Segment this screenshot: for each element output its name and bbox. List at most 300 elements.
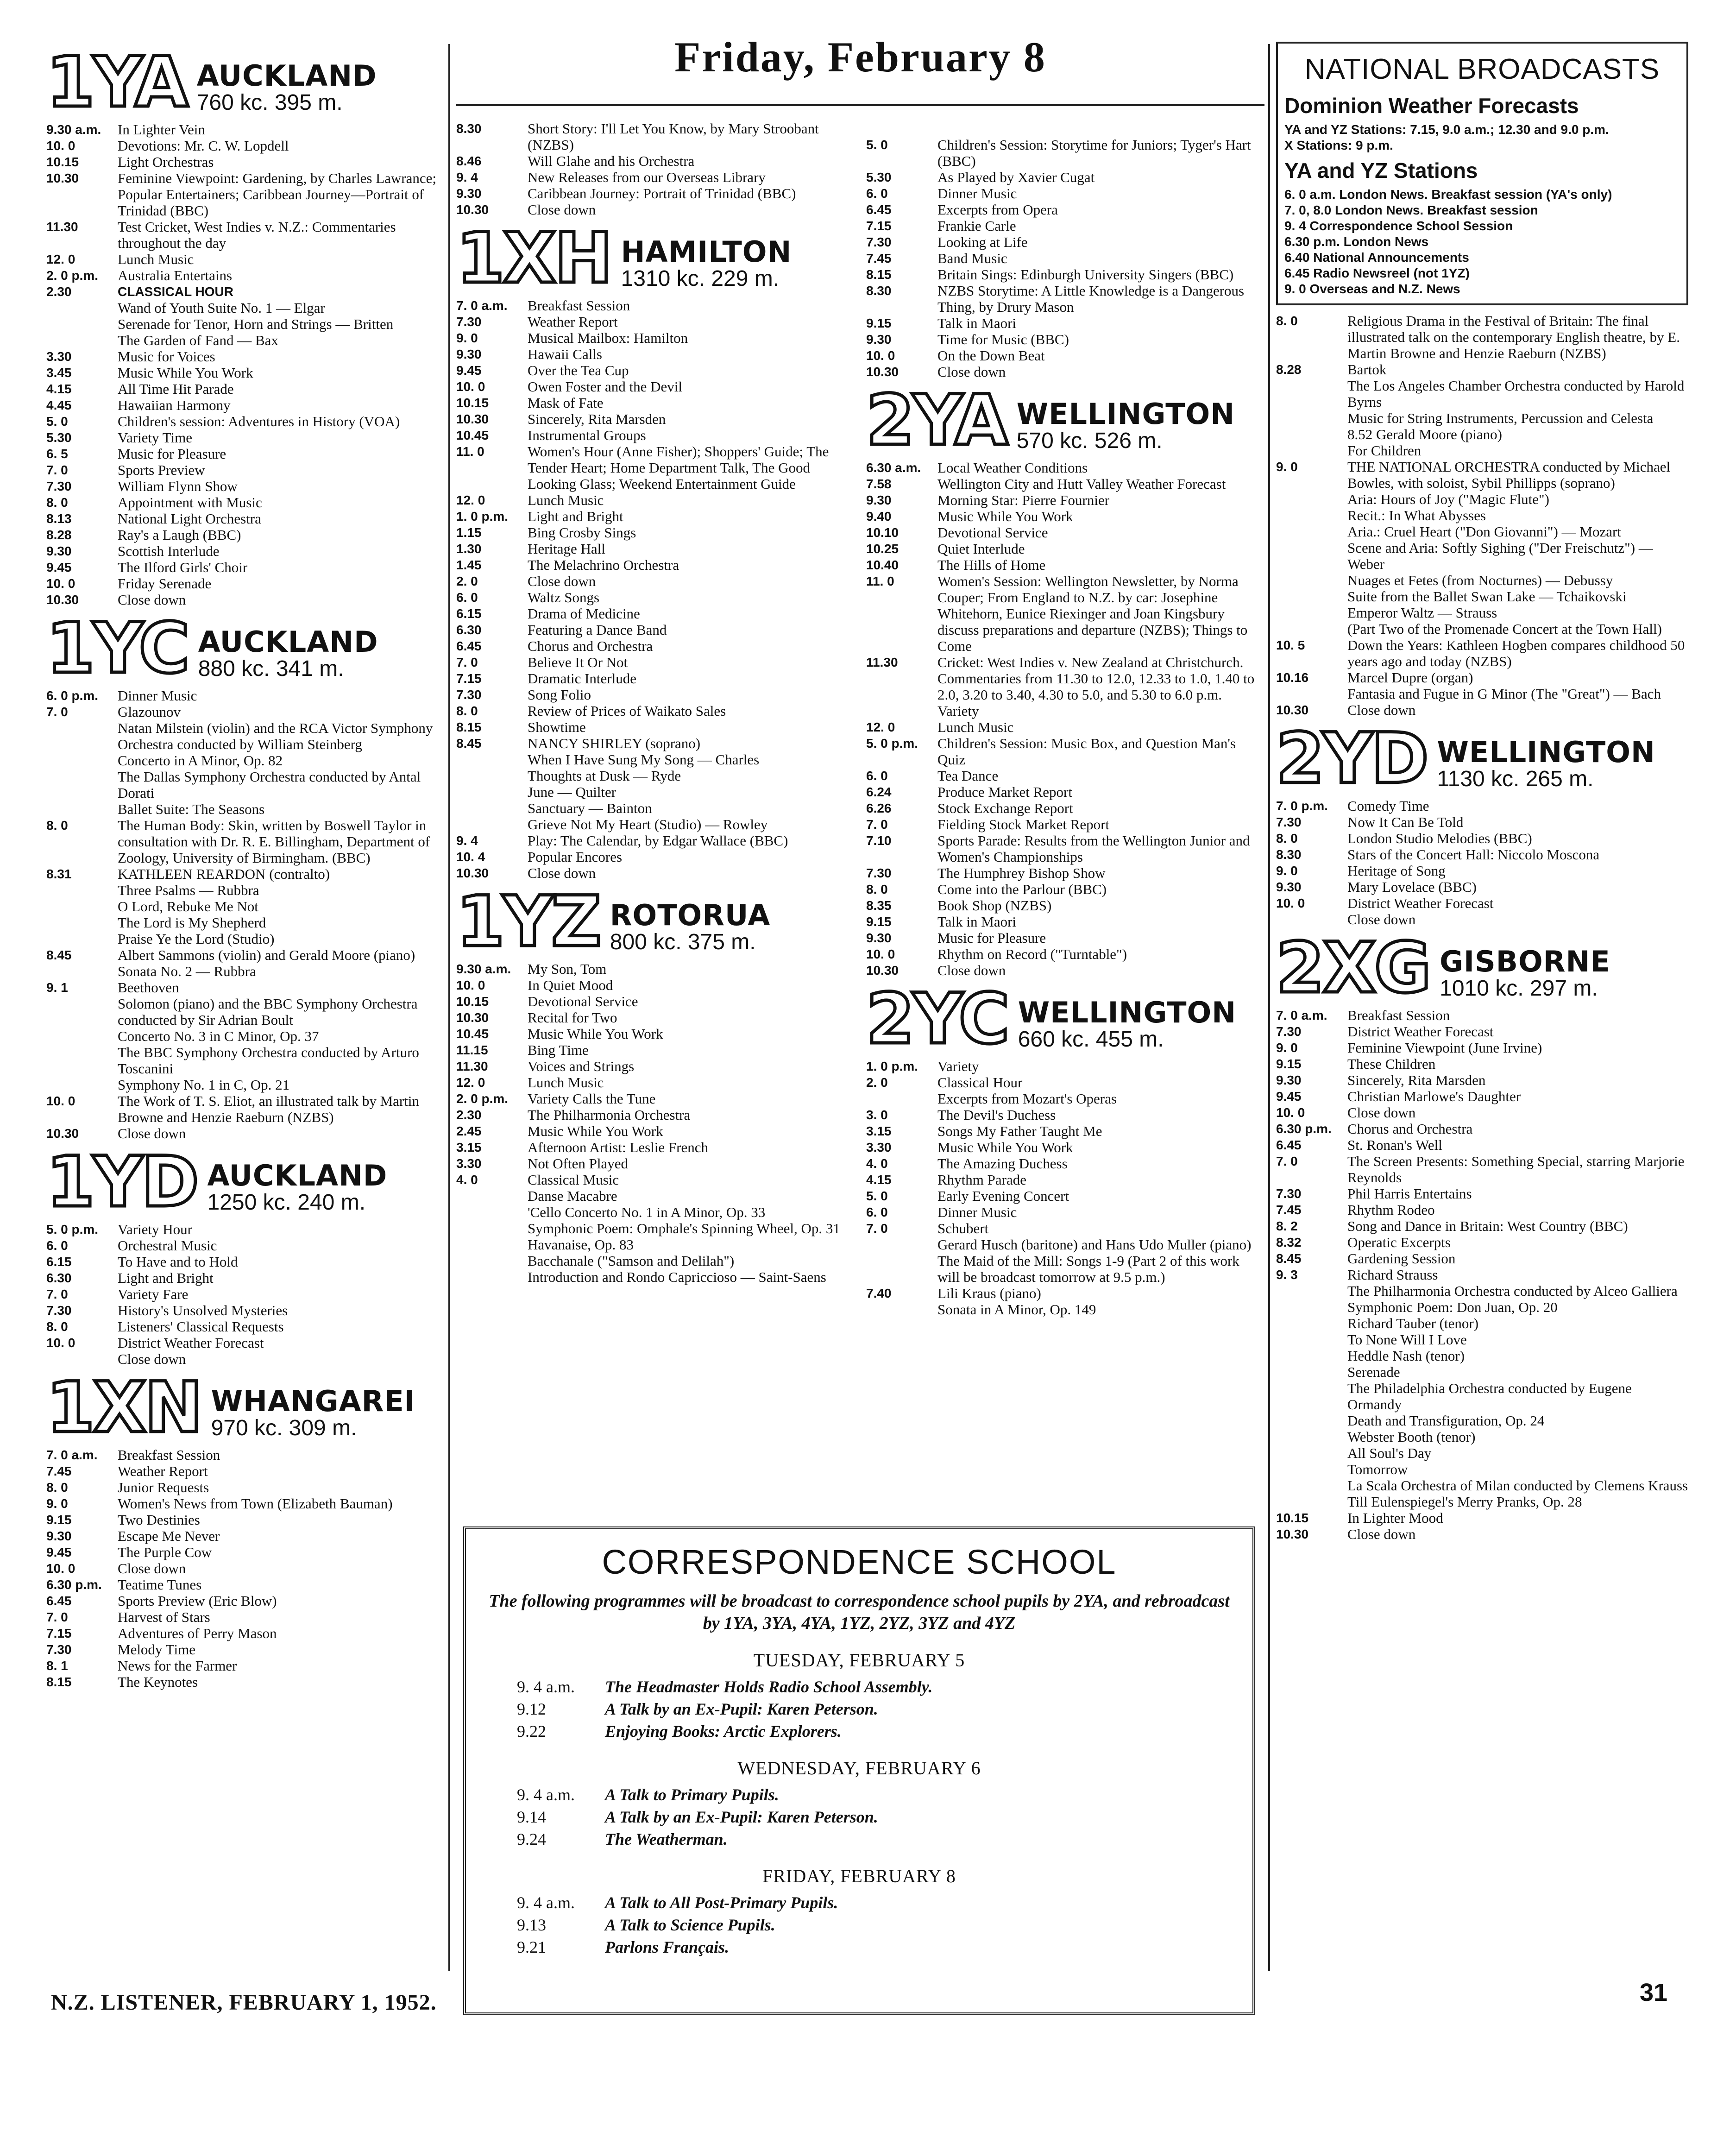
programme-time: 6.45 bbox=[46, 1594, 72, 1608]
programme-item bbox=[456, 169, 855, 185]
programme-item bbox=[456, 297, 855, 314]
programme-title: Wellington City and Hutt Valley Weather Forecast bbox=[937, 476, 1226, 492]
programme-time: 6. 0 p.m. bbox=[46, 688, 99, 703]
station-info bbox=[1440, 947, 1610, 1001]
programme-time: 4.45 bbox=[46, 398, 72, 412]
programme-item bbox=[866, 137, 1264, 169]
programme-title: Operatic Excerpts bbox=[1347, 1234, 1451, 1250]
programme-title: District Weather Forecast bbox=[1347, 895, 1494, 911]
station-header bbox=[866, 380, 1264, 461]
programme-item bbox=[456, 1155, 855, 1172]
column-divider bbox=[448, 44, 450, 1971]
programme-item bbox=[456, 735, 855, 751]
programme-title: Stock Exchange Report bbox=[937, 800, 1073, 816]
programme-time: 12. 0 bbox=[456, 1075, 485, 1090]
programme-title: Afternoon Artist: Leslie French bbox=[528, 1139, 708, 1155]
programme-time bbox=[456, 1220, 521, 1236]
programme-item bbox=[46, 1625, 445, 1641]
programme-title: Caribbean Journey: Portrait of Trinidad (BBC) bbox=[528, 185, 796, 202]
programme-title: Talk in Maori bbox=[937, 914, 1017, 930]
programme-title: Lunch Music bbox=[528, 492, 604, 508]
programme-title: The Work of T. S. Eliot, an illustrated talk by Martin Browne and Henzie Raeburn (NZBS) bbox=[118, 1093, 419, 1125]
programme-item bbox=[456, 1107, 855, 1123]
programme-item bbox=[1276, 814, 1688, 830]
programme-item bbox=[46, 1286, 445, 1302]
programme-title: Hawaiian Harmony bbox=[118, 397, 231, 413]
programme-title: Sincerely, Rita Marsden bbox=[1347, 1072, 1486, 1088]
programme-title: Harvest of Stars bbox=[118, 1609, 210, 1625]
programme-title: Tea Dance bbox=[937, 768, 999, 784]
programme-item bbox=[1276, 830, 1688, 846]
programme-item bbox=[1276, 1023, 1688, 1040]
programme-item bbox=[456, 1220, 855, 1236]
programme-item bbox=[1276, 1445, 1688, 1461]
programme-time: 10.15 bbox=[456, 994, 489, 1009]
programme-item bbox=[456, 622, 855, 638]
page-date-heading: Friday, February 8 bbox=[674, 33, 1046, 81]
programme-item bbox=[456, 1236, 855, 1253]
programme-item bbox=[1276, 361, 1688, 378]
correspondence-time: 9.13 bbox=[517, 1916, 546, 1934]
programme-title: Bing Crosby Sings bbox=[528, 524, 636, 541]
programme-time bbox=[1276, 507, 1341, 523]
programme-time: 10.30 bbox=[456, 202, 489, 217]
programme-title: To None Will I Love bbox=[1347, 1331, 1467, 1348]
programme-time bbox=[46, 1044, 111, 1077]
programme-time bbox=[1276, 621, 1341, 637]
programme-title: Classical Hour bbox=[937, 1074, 1023, 1091]
programme-time: 7.30 bbox=[456, 687, 482, 702]
programme-title: Symphony No. 1 in C, Op. 21 bbox=[118, 1077, 290, 1093]
programme-item bbox=[866, 1253, 1264, 1285]
page-number: 31 bbox=[1640, 1979, 1668, 2006]
programme-item bbox=[46, 1674, 445, 1690]
programme-time bbox=[1276, 1429, 1341, 1445]
programme-time: 5.30 bbox=[46, 430, 72, 445]
programme-item bbox=[46, 1077, 445, 1093]
programme-title: Will Glahe and his Orchestra bbox=[528, 153, 695, 169]
station-frequency: 660 kc. 455 m. bbox=[1018, 1027, 1164, 1052]
programme-time bbox=[1276, 1380, 1341, 1413]
programme-time: 8.45 bbox=[1276, 1251, 1302, 1266]
programme-item bbox=[46, 1544, 445, 1560]
programme-title: Close down bbox=[118, 1125, 186, 1142]
programme-item bbox=[46, 914, 445, 931]
programme-item bbox=[866, 1139, 1264, 1155]
programme-subitem: The Garden of Fand — Bax bbox=[118, 332, 278, 348]
programme-item bbox=[866, 962, 1264, 978]
programme-title: Weather Report bbox=[118, 1463, 208, 1479]
programme-time: 8.30 bbox=[456, 121, 482, 136]
programme-item bbox=[866, 460, 1264, 476]
programme-title: Feminine Viewpoint: Gardening, by Charles Lawrance; Popular Entertainers; Caribbean Journey—Portrait of Trinidad (BBC) bbox=[118, 170, 436, 219]
programme-item bbox=[46, 121, 445, 138]
correspondence-item bbox=[480, 1720, 1239, 1742]
programme-item bbox=[46, 575, 445, 592]
programme-item bbox=[456, 849, 855, 865]
national-item: 6. 0 a.m. London News. Breakfast session (YA's only) bbox=[1284, 187, 1612, 202]
programme-title: Voices and Strings bbox=[528, 1058, 635, 1074]
programme-title: All Soul's Day bbox=[1347, 1445, 1432, 1461]
programme-item bbox=[46, 1593, 445, 1609]
programme-time: 9.40 bbox=[866, 509, 892, 523]
programme-time: 11.30 bbox=[866, 655, 898, 669]
programme-item bbox=[1276, 1413, 1688, 1429]
programme-title: Morning Star: Pierre Fournier bbox=[937, 492, 1110, 508]
programme-item bbox=[866, 1220, 1264, 1236]
programme-item bbox=[1276, 1477, 1688, 1494]
programme-item bbox=[46, 1447, 445, 1463]
programme-time: 6.30 bbox=[456, 623, 482, 637]
programme-item bbox=[456, 800, 855, 816]
programme-time bbox=[1276, 426, 1341, 442]
programme-item bbox=[1276, 911, 1688, 927]
programme-title: Concerto No. 3 in C Minor, Op. 37 bbox=[118, 1028, 319, 1044]
programme-time: 8.32 bbox=[1276, 1235, 1302, 1249]
programme-item bbox=[456, 605, 855, 622]
programme-time: 9.30 bbox=[866, 332, 892, 347]
programme-title: Devotional Service bbox=[937, 524, 1048, 541]
programme-title: Local Weather Conditions bbox=[937, 460, 1088, 476]
programme-time bbox=[46, 769, 111, 801]
national-broadcasts-box bbox=[1276, 42, 1688, 305]
column-3 bbox=[866, 137, 1264, 1318]
column-2 bbox=[456, 120, 855, 1285]
programme-title: Close down bbox=[118, 1560, 186, 1577]
programme-title: Music While You Work bbox=[118, 365, 253, 381]
station-city: HAMILTON bbox=[621, 235, 792, 269]
programme-title: Sincerely, Rita Marsden bbox=[528, 411, 666, 427]
programme-sublist bbox=[46, 300, 445, 348]
station-call-sign: 1XH bbox=[456, 218, 611, 299]
programme-title: The Screen Presents: Something Special, starring Marjorie Reynolds bbox=[1347, 1153, 1685, 1186]
programme-item bbox=[456, 1091, 855, 1107]
programme-item bbox=[456, 411, 855, 427]
programme-title: William Flynn Show bbox=[118, 478, 238, 494]
programme-item bbox=[46, 1302, 445, 1318]
programme-title: Showtime bbox=[528, 719, 586, 735]
programme-time bbox=[1276, 1445, 1341, 1461]
programme-time: 2. 0 bbox=[866, 1075, 888, 1090]
programme-list bbox=[866, 1058, 1264, 1318]
programme-title: June — Quilter bbox=[528, 784, 616, 800]
station-call-sign: 1YZ bbox=[456, 882, 600, 962]
weather-line: YA and YZ Stations: 7.15, 9.0 a.m.; 12.30 and 9.0 p.m. bbox=[1284, 122, 1609, 137]
programme-title: In Lighter Vein bbox=[118, 121, 205, 138]
programme-title: Excerpts from Opera bbox=[937, 202, 1058, 218]
programme-title: The Amazing Duchess bbox=[937, 1155, 1068, 1172]
programme-item bbox=[866, 930, 1264, 946]
programme-time bbox=[46, 1077, 111, 1093]
programme-time: 1.30 bbox=[456, 542, 482, 556]
programme-time: 10.30 bbox=[1276, 703, 1309, 717]
programme-time: 8. 0 bbox=[46, 1480, 68, 1495]
programme-item bbox=[1276, 686, 1688, 702]
programme-time: 6.15 bbox=[46, 1255, 72, 1269]
programme-list bbox=[46, 1221, 445, 1367]
programme-item bbox=[456, 1172, 855, 1188]
programme-time: 10.45 bbox=[456, 1027, 489, 1041]
programme-title: Song Folio bbox=[528, 687, 591, 703]
programme-item bbox=[46, 866, 445, 882]
programme-time: 10.40 bbox=[866, 558, 899, 572]
programme-item bbox=[866, 735, 1264, 768]
programme-title: Now It Can Be Told bbox=[1347, 814, 1464, 830]
programme-title: Friday Serenade bbox=[118, 575, 212, 592]
programme-time: 8.15 bbox=[46, 1675, 72, 1689]
programme-item bbox=[1276, 1364, 1688, 1380]
programme-item bbox=[456, 719, 855, 735]
programme-time: 9. 0 bbox=[1276, 460, 1298, 474]
programme-title: NANCY SHIRLEY (soprano) bbox=[528, 735, 701, 751]
station-frequency: 570 kc. 526 m. bbox=[1016, 429, 1163, 453]
programme-title: Teatime Tunes bbox=[118, 1577, 202, 1593]
programme-item bbox=[456, 993, 855, 1009]
programme-title: For Children bbox=[1347, 442, 1422, 459]
programme-item bbox=[46, 170, 445, 219]
programme-item bbox=[866, 1155, 1264, 1172]
programme-item bbox=[866, 881, 1264, 897]
footer-publication: N.Z. LISTENER, FEBRUARY 1, 1952. bbox=[51, 1990, 437, 2015]
programme-item bbox=[1276, 1315, 1688, 1331]
correspondence-school-box bbox=[463, 1526, 1255, 2015]
programme-subitem: Wand of Youth Suite No. 1 — Elgar bbox=[118, 300, 325, 316]
programme-item bbox=[1276, 410, 1688, 426]
programme-subitem: Serenade for Tenor, Horn and Strings — Britten bbox=[118, 316, 394, 332]
programme-time: 9.30 a.m. bbox=[46, 122, 101, 137]
programme-title: Havanaise, Op. 83 bbox=[528, 1236, 634, 1253]
programme-time bbox=[456, 784, 521, 800]
programme-title: Serenade bbox=[1347, 1364, 1400, 1380]
programme-item bbox=[46, 429, 445, 446]
programme-time: 5. 0 bbox=[866, 138, 888, 152]
programme-time bbox=[46, 882, 111, 898]
programme-item bbox=[456, 832, 855, 849]
programme-time: 6.45 bbox=[866, 202, 892, 217]
programme-item bbox=[1276, 637, 1688, 669]
programme-title: Dinner Music bbox=[937, 1204, 1017, 1220]
programme-item bbox=[456, 1042, 855, 1058]
correspondence-day-heading: TUESDAY, FEBRUARY 5 bbox=[753, 1650, 965, 1671]
programme-time: 7.30 bbox=[46, 1642, 72, 1657]
programme-time: 7. 0 bbox=[866, 817, 888, 832]
programme-item bbox=[866, 768, 1264, 784]
programme-title: Australia Entertains bbox=[118, 267, 233, 284]
programme-title: Three Psalms — Rubbra bbox=[118, 882, 259, 898]
weather-line: X Stations: 9 p.m. bbox=[1284, 138, 1393, 152]
programme-time bbox=[1276, 1331, 1341, 1348]
programme-time: 8.13 bbox=[46, 511, 72, 526]
programme-time bbox=[866, 1091, 931, 1107]
programme-item bbox=[46, 1028, 445, 1044]
programme-time: 7. 0 bbox=[1276, 1154, 1298, 1168]
programme-title: Band Music bbox=[937, 250, 1007, 266]
station-header bbox=[456, 882, 855, 962]
programme-item bbox=[1276, 313, 1688, 361]
programme-time bbox=[46, 1351, 111, 1367]
programme-time: 9.15 bbox=[1276, 1057, 1302, 1071]
programme-time: 8. 1 bbox=[46, 1659, 68, 1673]
programme-title: Close down bbox=[528, 202, 596, 218]
programme-title: Breakfast Session bbox=[528, 297, 630, 314]
station-info bbox=[621, 237, 792, 291]
programme-title: Junior Requests bbox=[118, 1479, 209, 1495]
programme-time: 5. 0 bbox=[866, 1189, 888, 1203]
programme-time: 9. 0 bbox=[456, 331, 478, 345]
programme-list bbox=[46, 687, 445, 1142]
programme-title: Fantasia and Fugue in G Minor (The "Great") — Bach bbox=[1347, 686, 1661, 702]
programme-time: 6.30 p.m. bbox=[1276, 1122, 1332, 1136]
programme-time: 5. 0 bbox=[46, 414, 68, 429]
programme-time: 9.45 bbox=[456, 363, 482, 378]
programme-time bbox=[46, 720, 111, 752]
programme-title: Appointment with Music bbox=[118, 494, 262, 511]
programme-time bbox=[46, 801, 111, 817]
station-city: WELLINGTON bbox=[1437, 735, 1655, 769]
programme-title: Feminine Viewpoint (June Irvine) bbox=[1347, 1040, 1542, 1056]
programme-item bbox=[456, 1009, 855, 1026]
programme-item bbox=[456, 784, 855, 800]
programme-title: Rhythm on Record ("Turntable") bbox=[937, 946, 1127, 962]
programme-list bbox=[456, 120, 855, 218]
programme-item bbox=[46, 882, 445, 898]
programme-title: Sonata in A Minor, Op. 149 bbox=[937, 1301, 1096, 1318]
programme-item bbox=[1276, 1348, 1688, 1364]
programme-title: These Children bbox=[1347, 1056, 1436, 1072]
programme-title: Lili Kraus (piano) bbox=[937, 1285, 1041, 1301]
station-info bbox=[1017, 399, 1235, 453]
programme-title: The Keynotes bbox=[118, 1674, 198, 1690]
correspondence-time: 9. 4 a.m. bbox=[517, 1678, 575, 1696]
programme-time bbox=[46, 996, 111, 1028]
programme-title: Adventures of Perry Mason bbox=[118, 1625, 277, 1641]
programme-title: Music for Pleasure bbox=[118, 446, 226, 462]
programme-time: 10.30 bbox=[1276, 1527, 1309, 1541]
correspondence-time: 9.22 bbox=[517, 1722, 546, 1741]
programme-time: 4.15 bbox=[866, 1173, 892, 1187]
programme-time: 1. 0 p.m. bbox=[866, 1059, 918, 1073]
programme-item bbox=[46, 1609, 445, 1625]
programme-time bbox=[1276, 1348, 1341, 1364]
programme-time: 3.30 bbox=[866, 1140, 892, 1154]
programme-item bbox=[1276, 459, 1688, 491]
programme-time: 12. 0 bbox=[46, 252, 75, 266]
correspondence-item bbox=[480, 1784, 1239, 1806]
station-call-sign: 1XN bbox=[46, 1368, 201, 1448]
station-call-sign: 2XG bbox=[1276, 928, 1430, 1009]
programme-title: Variety Fare bbox=[118, 1286, 189, 1302]
programme-time bbox=[1276, 378, 1341, 410]
programme-item bbox=[866, 202, 1264, 218]
programme-time: 2.30 bbox=[46, 284, 72, 299]
programme-time: 7.15 bbox=[456, 671, 482, 686]
programme-title: Heritage Hall bbox=[528, 541, 605, 557]
programme-time: 8. 0 bbox=[46, 1319, 68, 1334]
national-item: 7. 0, 8.0 London News. Breakfast session bbox=[1284, 203, 1538, 217]
programme-title: Two Destinies bbox=[118, 1512, 200, 1528]
programme-title: Richard Strauss bbox=[1347, 1267, 1438, 1283]
programme-item bbox=[866, 784, 1264, 800]
programme-item bbox=[866, 1236, 1264, 1253]
programme-item bbox=[46, 527, 445, 543]
programme-title: Play: The Calendar, by Edgar Wallace (BBC) bbox=[528, 832, 788, 849]
programme-time: 9. 0 bbox=[1276, 864, 1298, 878]
programme-title: Women's News from Town (Elizabeth Bauman) bbox=[118, 1495, 393, 1512]
programme-title: Beethoven bbox=[118, 979, 179, 996]
programme-title: Close down bbox=[118, 592, 186, 608]
station-call-sign: 1YA bbox=[46, 42, 187, 123]
programme-time: 7.10 bbox=[866, 833, 892, 848]
programme-title: Till Eulenspiegel's Merry Pranks, Op. 28 bbox=[1347, 1494, 1582, 1510]
programme-item bbox=[1276, 621, 1688, 637]
programme-item bbox=[1276, 1380, 1688, 1413]
programme-title: District Weather Forecast bbox=[118, 1335, 264, 1351]
programme-title: Music While You Work bbox=[937, 1139, 1073, 1155]
programme-title: Recit.: In What Abysses bbox=[1347, 507, 1486, 523]
programme-item bbox=[456, 1269, 855, 1285]
programme-time: 6. 0 bbox=[456, 590, 478, 605]
programme-time: 10. 0 bbox=[46, 139, 75, 153]
programme-title: The Los Angeles Chamber Orchestra conducted by Harold Byrns bbox=[1347, 378, 1685, 410]
programme-item bbox=[456, 541, 855, 557]
programme-time bbox=[456, 1188, 521, 1204]
programme-item bbox=[456, 557, 855, 573]
programme-time: 6. 0 bbox=[46, 1238, 68, 1253]
programme-time: 6.45 bbox=[456, 639, 482, 653]
programme-time: 6.15 bbox=[456, 606, 482, 621]
programme-item bbox=[46, 1044, 445, 1077]
programme-title: Richard Tauber (tenor) bbox=[1347, 1315, 1479, 1331]
programme-item bbox=[1276, 523, 1688, 540]
programme-time: 11. 0 bbox=[456, 444, 484, 459]
programme-time: 10.15 bbox=[456, 396, 489, 410]
programme-title: As Played by Xavier Cugat bbox=[937, 169, 1095, 185]
programme-title: Danse Macabre bbox=[528, 1188, 617, 1204]
programme-time: 1. 0 p.m. bbox=[456, 509, 509, 523]
programme-title: Close down bbox=[1347, 1526, 1416, 1542]
programme-time: 10.30 bbox=[456, 412, 489, 426]
programme-item bbox=[46, 1254, 445, 1270]
programme-item bbox=[1276, 1283, 1688, 1299]
programme-time: 7. 0 p.m. bbox=[1276, 799, 1328, 813]
programme-item bbox=[46, 397, 445, 413]
programme-item bbox=[46, 365, 445, 381]
programme-time bbox=[1276, 605, 1341, 621]
correspondence-item bbox=[480, 1676, 1239, 1698]
programme-item bbox=[456, 865, 855, 881]
programme-title: Music While You Work bbox=[937, 508, 1073, 524]
programme-item bbox=[46, 462, 445, 478]
programme-item bbox=[1276, 1510, 1688, 1526]
national-item: 9. 4 Correspondence School Session bbox=[1284, 219, 1513, 233]
programme-time bbox=[456, 1204, 521, 1220]
programme-time: 11.30 bbox=[456, 1059, 488, 1073]
programme-time: 3.30 bbox=[46, 349, 72, 364]
programme-time bbox=[1276, 572, 1341, 588]
programme-item bbox=[866, 250, 1264, 266]
programme-title: Mary Lovelace (BBC) bbox=[1347, 879, 1477, 895]
programme-title: Webster Booth (tenor) bbox=[1347, 1429, 1476, 1445]
programme-item bbox=[456, 185, 855, 202]
programme-time: 7.30 bbox=[1276, 1186, 1302, 1201]
station-city: GISBORNE bbox=[1440, 945, 1610, 978]
programme-item bbox=[46, 251, 445, 267]
programme-time: 9.30 a.m. bbox=[456, 962, 511, 976]
programme-item bbox=[866, 169, 1264, 185]
programme-time: 11. 0 bbox=[866, 574, 894, 588]
programme-title: The Hills of Home bbox=[937, 557, 1046, 573]
programme-time: 7.15 bbox=[866, 219, 892, 233]
